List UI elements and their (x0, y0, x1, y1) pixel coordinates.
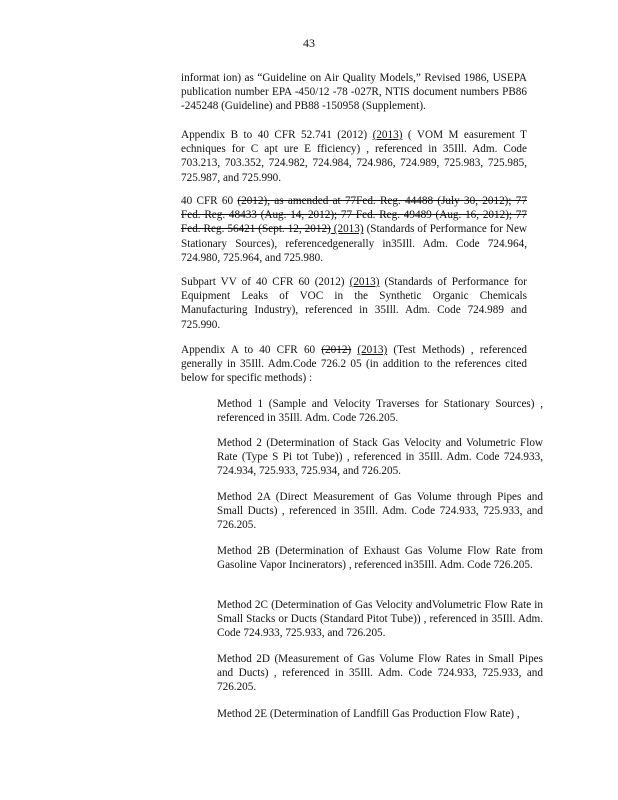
paragraph-guideline: informat ion) as “Guideline on Air Quality Models,” Revised 1986, USEPA publication number EPA -450/12 -78 -027R, NTIS document numbers PB86 -245248 (Guideline) and PB88 -150958 (Supplement). (181, 72, 527, 113)
paragraph-subpart-vv (181, 275, 527, 332)
text-segment: Subpart VV of 40 CFR 60 (2012) (181, 276, 350, 288)
inserted-text: (2013) (357, 344, 388, 356)
inserted-text: (2013) (349, 276, 380, 288)
method-2d: Method 2D (Measurement of Gas Volume Flow Rates in Small Pipes and Ducts) , referenced in 35Ill. Adm. Code 724.933, 725.933, and 726.205. (217, 653, 543, 694)
paragraph-appendix-a (181, 343, 527, 386)
paragraph-40cfr60 (181, 194, 527, 265)
deleted-text: (2012), as amended at 77Fed. Reg. 44488 (July 30, 2012); 77 Fed. Reg. 48433 (Aug. 14, 2012); 77 Fed. Reg. 49489 (Aug. 16, 2012); 77 Fed. Reg. 56421 (Sept. 12, 2012) (181, 195, 527, 236)
text-segment: Appendix B to 40 CFR 52.741 (2012) (181, 129, 373, 141)
method-2e: Method 2E (Determination of Landfill Gas Production Flow Rate) , (217, 708, 520, 720)
method-2c: Method 2C (Determination of Gas Velocity andVolumetric Flow Rate in Small Stacks or Ducts (Standard Pitot Tube)) , referenced in 35Ill. Adm. Code 724.933, 725.933, and 726.205. (217, 599, 543, 640)
inserted-text: (2013) (330, 223, 364, 236)
text-segment: (Standards of Performance for New Stationary Sources), referencedgenerally in35Ill. Adm. Code 724.964, 724.980, 725.964, and 725.980. (181, 223, 527, 264)
text-segment: Appendix A to 40 CFR 60 (181, 344, 322, 356)
method-2: Method 2 (Determination of Stack Gas Velocity and Volumetric Flow Rate (Type S Pi tot Tube)) , referenced in 35Ill. Adm. Code 724.933, 724.934, 725.933, 725.934, and 726.205. (217, 437, 543, 478)
method-1: Method 1 (Sample and Velocity Traverses for Stationary Sources) , referenced in 35Ill. Adm. Code 726.205. (217, 398, 543, 425)
text-segment: (Test Methods) , referenced generally in 35Ill. Adm.Code 726.2 05 (in addition to the references cited below for specific methods) : (181, 344, 527, 385)
text-segment: 40 CFR 60 (181, 195, 238, 207)
text-segment: ( VOM M easurement T echniques for C apt ure E fficiency) , referenced in 35Ill. Adm. Code 703.213, 703.352, 724.982, 724.984, 724.986, 724.989, 725.983, 725.985, 725.987, and 725.990. (181, 129, 527, 184)
method-2b: Method 2B (Determination of Exhaust Gas Volume Flow Rate from Gasoline Vapor Incinerators) , referenced in35Ill. Adm. Code 726.205. (217, 545, 543, 572)
inserted-text: (2013) (372, 129, 403, 141)
text-segment: (Standards of Performance for Equipment Leaks of VOC in the Synthetic Organic Chemicals Manufacturing Industry), referenced in 35Ill. Adm. Code 724.989 and 725.990. (181, 276, 527, 331)
paragraph-appendix-b (181, 128, 527, 185)
deleted-text: (2012) (321, 344, 352, 356)
page-number: 43 (303, 36, 315, 50)
method-2a: Method 2A (Direct Measurement of Gas Volume through Pipes and Small Ducts) , referenced in 35Ill. Adm. Code 724.933, 725.933, and 726.205. (217, 491, 543, 532)
